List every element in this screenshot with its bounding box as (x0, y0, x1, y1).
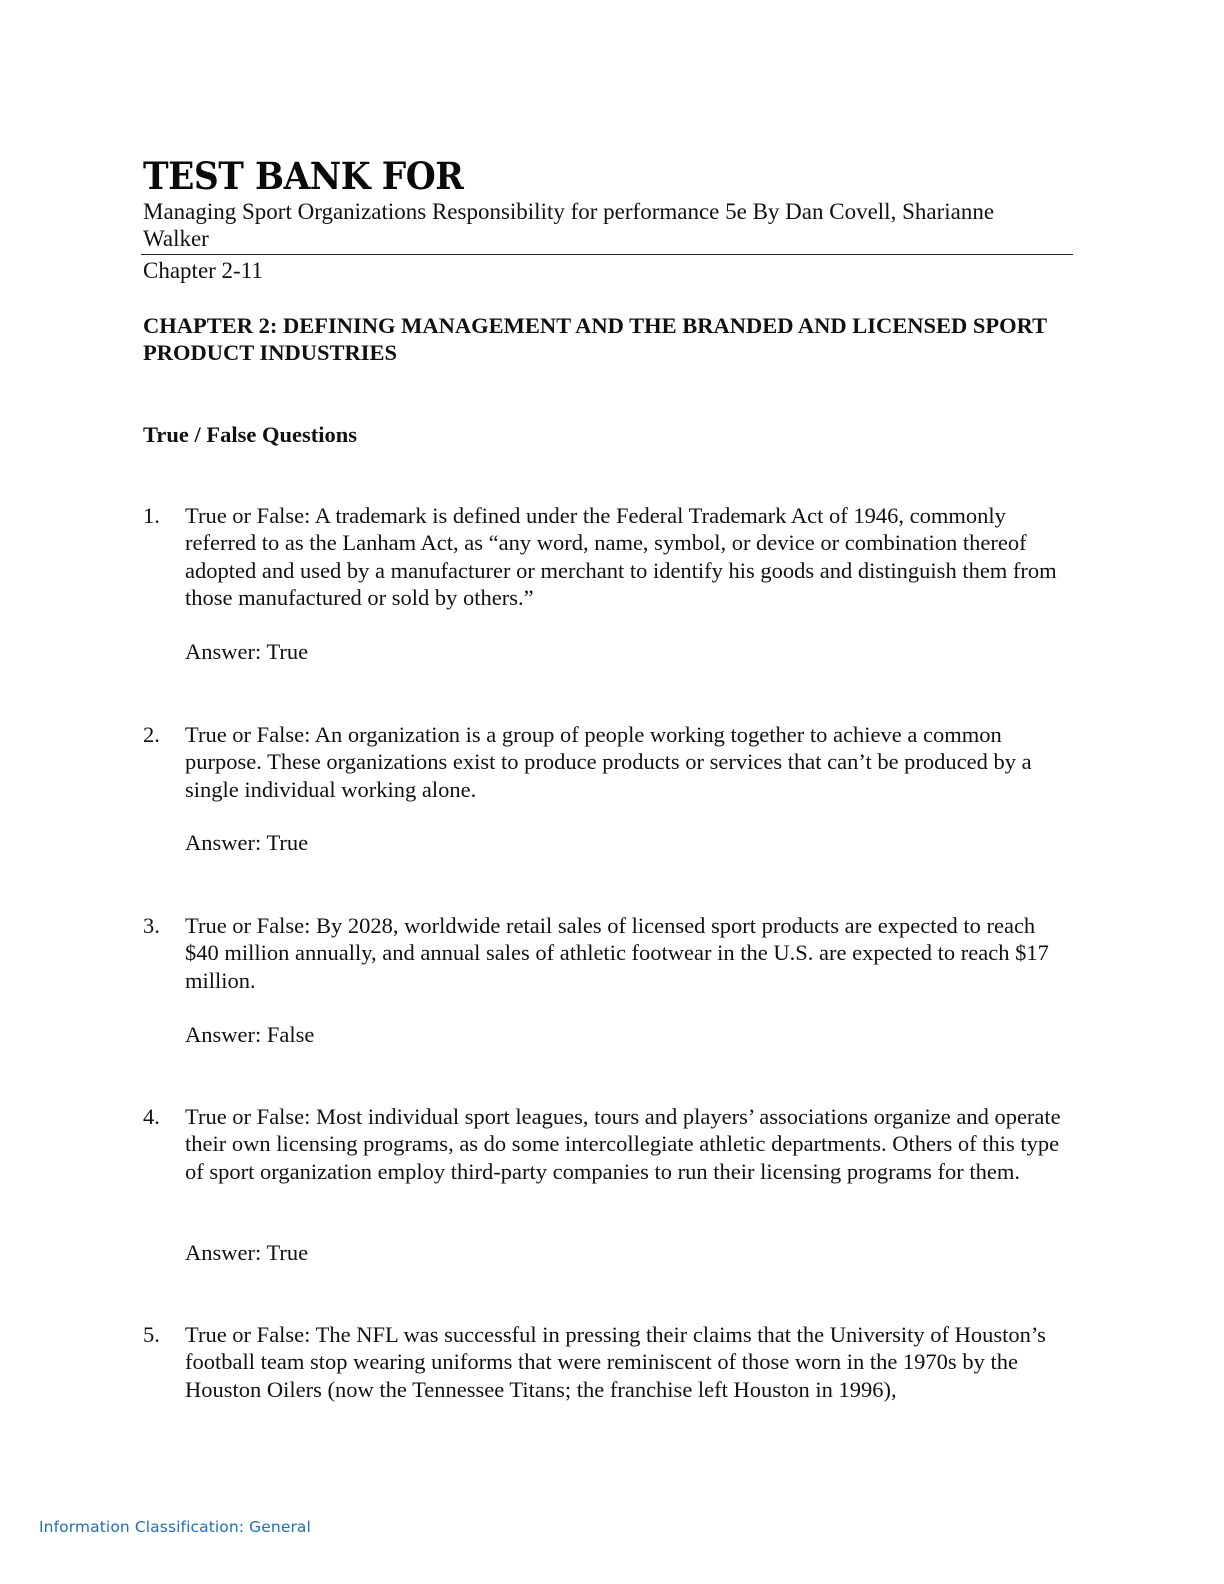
test-bank-banner: TEST BANK FOR (143, 154, 464, 198)
question-text: True or False: An organization is a group of people working together to achieve a common purpose. These organizations exist to produce products or services that can’t be produced by a single individual working alone. (185, 722, 1032, 802)
question-number: 4. (143, 1104, 160, 1129)
question-answer: Answer: True (185, 830, 309, 855)
question-number: 2. (143, 722, 160, 747)
question-text: True or False: By 2028, worldwide retail sales of licensed sport products are expected to reach $40 million annually, and annual sales of athletic footwear in the U.S. are expected to reach $17 million. (185, 913, 1049, 993)
book-subtitle: Managing Sport Organizations Responsibility for performance 5e By Dan Covell, Sharianne Walker (143, 199, 995, 251)
question-text: True or False: A trademark is defined under the Federal Trademark Act of 1946, commonly referred to as the Lanham Act, as “any word, name, symbol, or device or combination thereof adopted and used by a manufacturer or merchant to identify his goods and distinguish them from those manufactured or sold by others.” (185, 503, 1057, 611)
question-number: 3. (143, 913, 160, 938)
question-number: 5. (143, 1322, 160, 1347)
question-answer: Answer: False (185, 1022, 315, 1047)
header-divider (141, 254, 1073, 255)
chapter-range: Chapter 2-11 (143, 258, 263, 283)
question-answer: Answer: True (185, 1240, 309, 1265)
classification-footer: Information Classification: General (39, 1518, 311, 1536)
question-number: 1. (143, 503, 160, 528)
chapter-heading: CHAPTER 2: DEFINING MANAGEMENT AND THE BRANDED AND LICENSED SPORT PRODUCT INDUSTRIES (143, 313, 1047, 365)
section-heading: True / False Questions (143, 422, 357, 447)
question-text: True or False: Most individual sport leagues, tours and players’ associations organize and operate their own licensing programs, as do some intercollegiate athletic departments. Others of this type of sport organization employ third-party companies to run their licensing programs for them. (185, 1104, 1061, 1184)
question-answer: Answer: True (185, 639, 309, 664)
question-text: True or False: The NFL was successful in pressing their claims that the University of Houston’s football team stop wearing uniforms that were reminiscent of those worn in the 1970s by the Houston Oilers (now the Tennessee Titans; the franchise left Houston in 1996), (185, 1322, 1046, 1402)
